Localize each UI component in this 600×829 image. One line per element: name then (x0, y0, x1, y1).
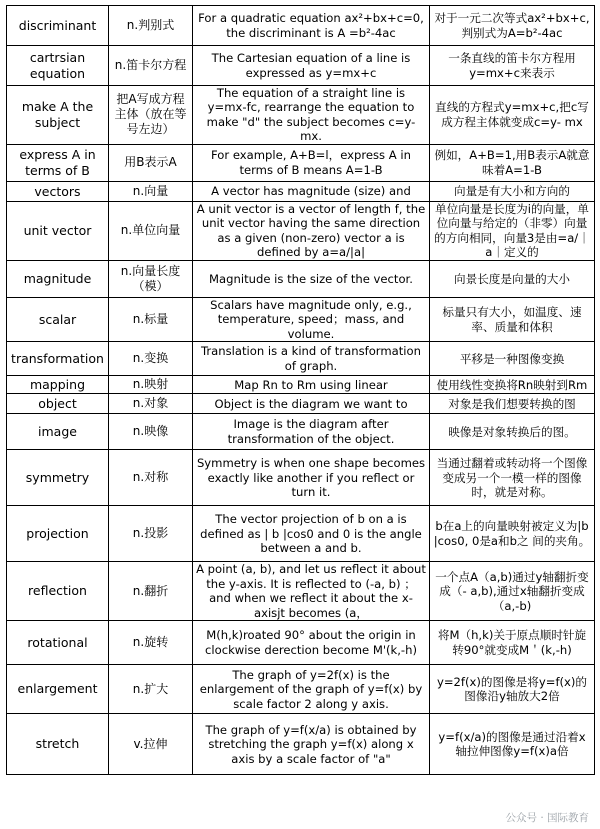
term-cell: vectors (7, 181, 109, 201)
part-of-speech-cell: n.映射 (109, 376, 193, 394)
term-cell: stretch (7, 714, 109, 775)
english-definition-cell: For example, A+B=l，express A in terms of B means A=1-B (193, 144, 430, 181)
table-row (7, 201, 595, 260)
part-of-speech-cell: n.对称 (109, 450, 193, 506)
english-definition-cell: Map Rn to Rm using linear (193, 376, 430, 394)
term-cell: object (7, 394, 109, 414)
table-row (7, 665, 595, 714)
table-row (7, 562, 595, 621)
part-of-speech-cell: n.对象 (109, 394, 193, 414)
term-cell: image (7, 414, 109, 450)
term-cell: enlargement (7, 665, 109, 714)
english-definition-cell: M(h,k)roated 90° about the origin in clockwise derection become M'(k,-h) (193, 621, 430, 665)
term-cell: make A the subject (7, 86, 109, 145)
term-cell: unit vector (7, 201, 109, 260)
term-cell: express A in terms of B (7, 144, 109, 181)
chinese-definition-cell: 一条直线的笛卡尔方程用y=mx+c来表示 (430, 46, 595, 86)
part-of-speech-cell: n.向量 (109, 181, 193, 201)
table-row (7, 6, 595, 46)
chinese-definition-cell: 将M（h,k)关于原点顺时针旋转90°就变成M＇(k,-h) (430, 621, 595, 665)
part-of-speech-cell: n.投影 (109, 506, 193, 562)
part-of-speech-cell: n.变换 (109, 342, 193, 376)
part-of-speech-cell: n.标量 (109, 297, 193, 341)
table-row (7, 144, 595, 181)
chinese-definition-cell: 映像是对象转换后的图。 (430, 414, 595, 450)
term-cell: symmetry (7, 450, 109, 506)
chinese-definition-cell: y=f(x/a)的图像是通过沿着x轴拉伸图像y=f(x)a倍 (430, 714, 595, 775)
part-of-speech-cell: v.拉伸 (109, 714, 193, 775)
english-definition-cell: Scalars have magnitude only, e.g., temperature, speed；mass, and volume. (193, 297, 430, 341)
term-cell: scalar (7, 297, 109, 341)
english-definition-cell: The graph of y=2f(x) is the enlargement of the graph of y=f(x) by scale factor 2 along y axis. (193, 665, 430, 714)
chinese-definition-cell: 对象是我们想要转换的图 (430, 394, 595, 414)
part-of-speech-cell: 把A写成方程主体（放在等号左边） (109, 86, 193, 145)
english-definition-cell: Translation is a kind of transformation of graph. (193, 342, 430, 376)
table-row (7, 506, 595, 562)
chinese-definition-cell: 向景长度是向量的大小 (430, 260, 595, 297)
english-definition-cell: For a quadratic equation ax²+bx+c=0, the discriminant is A =b²-4ac (193, 6, 430, 46)
chinese-definition-cell: 对于一元二次等式ax²+bx+c,判别式为A=b²-4ac (430, 6, 595, 46)
table-row (7, 414, 595, 450)
table-row (7, 86, 595, 145)
table-row (7, 394, 595, 414)
english-definition-cell: The Cartesian equation of a line is expressed as y=mx+c (193, 46, 430, 86)
chinese-definition-cell: 当通过翻着或转动将一个图像变成另一个一模一样的图像时，就是对称。 (430, 450, 595, 506)
english-definition-cell: The graph of y=f(x/a) is obtained by stretching the graph y=f(x) along x axis by a scale factor of "a" (193, 714, 430, 775)
table-row (7, 376, 595, 394)
table-row (7, 46, 595, 86)
chinese-definition-cell: 平移是一种图像变换 (430, 342, 595, 376)
part-of-speech-cell: n.判别式 (109, 6, 193, 46)
part-of-speech-cell: n.扩大 (109, 665, 193, 714)
term-cell: transformation (7, 342, 109, 376)
term-cell: magnitude (7, 260, 109, 297)
part-of-speech-cell: n.向量长度（模） (109, 260, 193, 297)
glossary-table (6, 5, 595, 775)
chinese-definition-cell: 一个点A（a,b)通过y轴翻折变成（- a,b),通过x轴翻折变成（a,-b) (430, 562, 595, 621)
part-of-speech-cell: n.单位向量 (109, 201, 193, 260)
term-cell: discriminant (7, 6, 109, 46)
glossary-body (7, 6, 595, 775)
english-definition-cell: The equation of a straight line is y=mx-fc, rearrange the equation to make "d" the subject becomes c=y-mx. (193, 86, 430, 145)
term-cell: mapping (7, 376, 109, 394)
english-definition-cell: Magnitude is the size of the vector. (193, 260, 430, 297)
table-row (7, 342, 595, 376)
chinese-definition-cell: 使用线性变换将Rn映射到Rm (430, 376, 595, 394)
part-of-speech-cell: n.旋转 (109, 621, 193, 665)
chinese-definition-cell: 直线的方程式y=mx+c,把c写成方程主体就变成c=y- mx (430, 86, 595, 145)
table-row (7, 260, 595, 297)
english-definition-cell: The vector projection of b on a is defined as | b |cos0 and 0 is the angle between a and b. (193, 506, 430, 562)
table-row (7, 450, 595, 506)
chinese-definition-cell: 单位向量是长度为i的向量，单位向量与给定的（非零）向量的方向相同，向量3是由=a/｜a｜定义的 (430, 201, 595, 260)
term-cell: reflection (7, 562, 109, 621)
english-definition-cell: A unit vector is a vector of length f, the unit vector having the same direction as a given (non-zero) vector a is defined by a=a/|a| (193, 201, 430, 260)
term-cell: cartrsian equation (7, 46, 109, 86)
english-definition-cell: Symmetry is when one shape becomes exactly like another if you reflect or turn it. (193, 450, 430, 506)
term-cell: rotational (7, 621, 109, 665)
watermark: 公众号 · 国际教育 (502, 810, 592, 825)
part-of-speech-cell: n.翻折 (109, 562, 193, 621)
english-definition-cell: Object is the diagram we want to (193, 394, 430, 414)
part-of-speech-cell: n.笛卡尔方程 (109, 46, 193, 86)
english-definition-cell: Image is the diagram after transformation of the object. (193, 414, 430, 450)
part-of-speech-cell: 用B表示A (109, 144, 193, 181)
chinese-definition-cell: 标量只有大小，如温度、速率、质量和体积 (430, 297, 595, 341)
table-row (7, 714, 595, 775)
chinese-definition-cell: 向量是有大小和方向的 (430, 181, 595, 201)
term-cell: projection (7, 506, 109, 562)
chinese-definition-cell: 例如，A+B=1,用B表示A就意味着A=1-B (430, 144, 595, 181)
chinese-definition-cell: b在a上的向量映射被定义为|b |cos0, 0是a和b之 间的夹角。 (430, 506, 595, 562)
table-row (7, 621, 595, 665)
table-row (7, 181, 595, 201)
table-row (7, 297, 595, 341)
english-definition-cell: A vector has magnitude (size) and (193, 181, 430, 201)
chinese-definition-cell: y=2f(x)的图像是将y=f(x)的图像沿y轴放大2倍 (430, 665, 595, 714)
part-of-speech-cell: n.映像 (109, 414, 193, 450)
english-definition-cell: A point (a, b), and let us reflect it about the y-axis. It is reflected to (-a, b) ； and when we reflect it about the x- axisjt becomes (a， (193, 562, 430, 621)
